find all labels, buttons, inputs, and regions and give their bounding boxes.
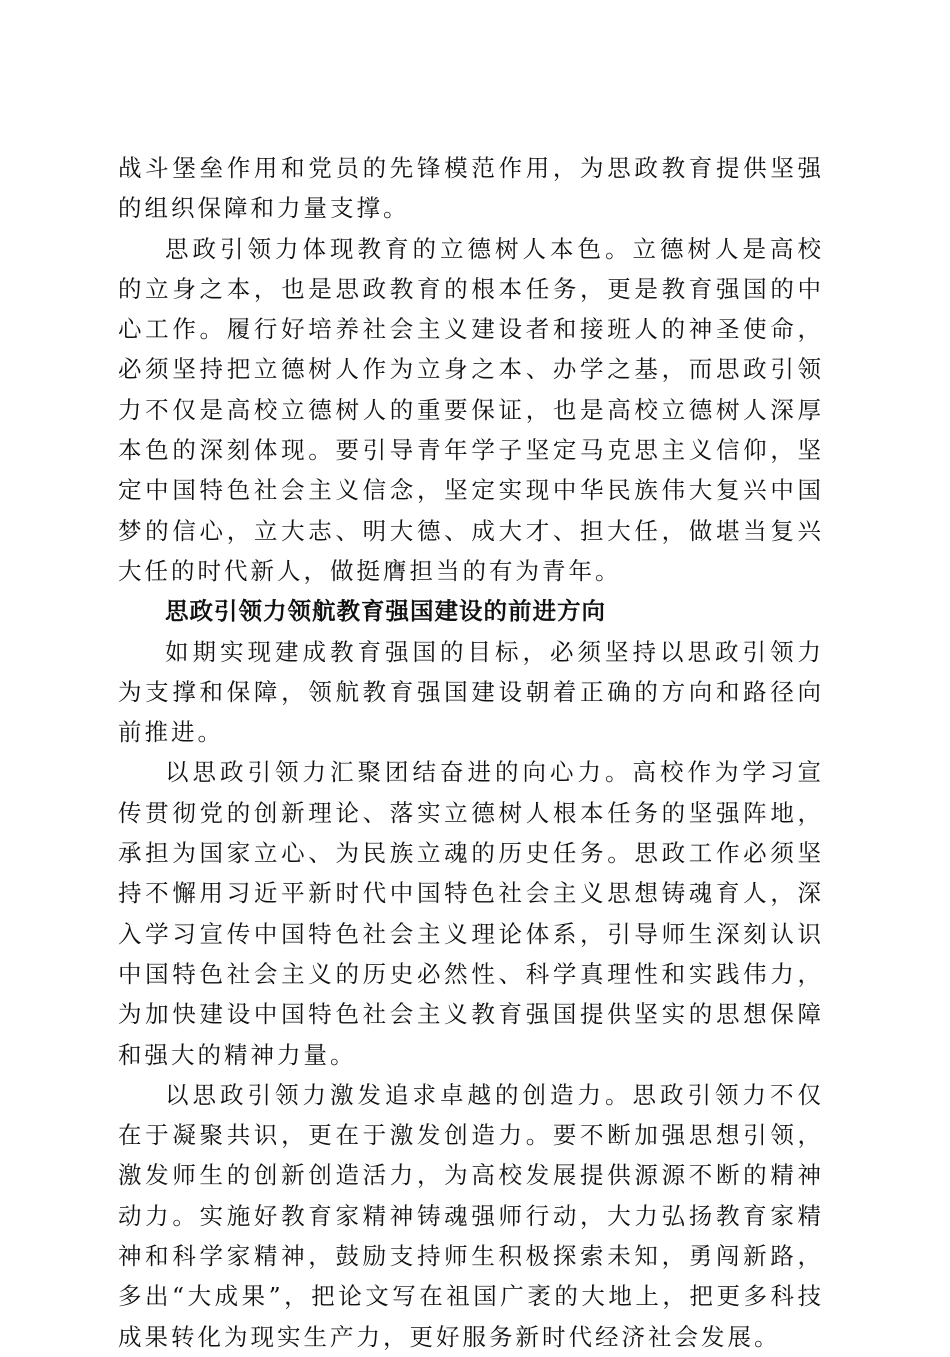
document-page [118, 148, 824, 1357]
body-paragraph: 如期实现建成教育强国的目标，必须坚持以思政引领力为支撑和保障，领航教育强国建设朝着正确的方向和路径向前推进。 [118, 637, 824, 747]
continuation-paragraph: 战斗堡垒作用和党员的先锋模范作用，为思政教育提供坚强的组织保障和力量支撑。 [118, 154, 824, 223]
section-heading: 思政引领力领航教育强国建设的前进方向 [165, 597, 606, 626]
body-paragraph: 以思政引领力汇聚团结奋进的向心力。高校作为学习宣传贯彻党的创新理论、落实立德树人根本任务的坚强阵地，承担为国家立心、为民族立魂的历史任务。思政工作必须坚持不懈用习近平新时代中国特色社会主义思想铸魂育人，深入学习宣传中国特色社会主义理论体系，引导师生深刻认识中国特色社会主义的历史必然性、科学真理性和实践伟力，为加快建设中国特色社会主义教育强国提供坚实的思想保障和强大的精神力量。 [118, 758, 824, 1069]
body-paragraph: 思政引领力体现教育的立德树人本色。立德树人是高校的立身之本，也是思政教育的根本任务，更是教育强国的中心工作。履行好培养社会主义建设者和接班人的神圣使命，必须坚持把立德树人作为立身之本、办学之基，而思政引领力不仅是高校立德树人的重要保证，也是高校立德树人深厚本色的深刻体现。要引导青年学子坚定马克思主义信仰，坚定中国特色社会主义信念，坚定实现中华民族伟大复兴中国梦的信心，立大志、明大德、成大才、担大任，做堪当复兴大任的时代新人，做挺膺担当的有为青年。 [118, 234, 824, 585]
body-paragraph: 以思政引领力激发追求卓越的创造力。思政引领力不仅在于凝聚共识，更在于激发创造力。要不断加强思想引领，激发师生的创新创造活力，为高校发展提供源源不断的精神动力。实施好教育家精神铸魂强师行动，大力弘扬教育家精神和科学家精神，鼓励支持师生积极探索未知，勇闯新路，多出“大成果”，把论文写在祖国广袤的大地上，把更多科技成果转化为现实生产力，更好服务新时代经济社会发展。 [118, 1080, 824, 1351]
